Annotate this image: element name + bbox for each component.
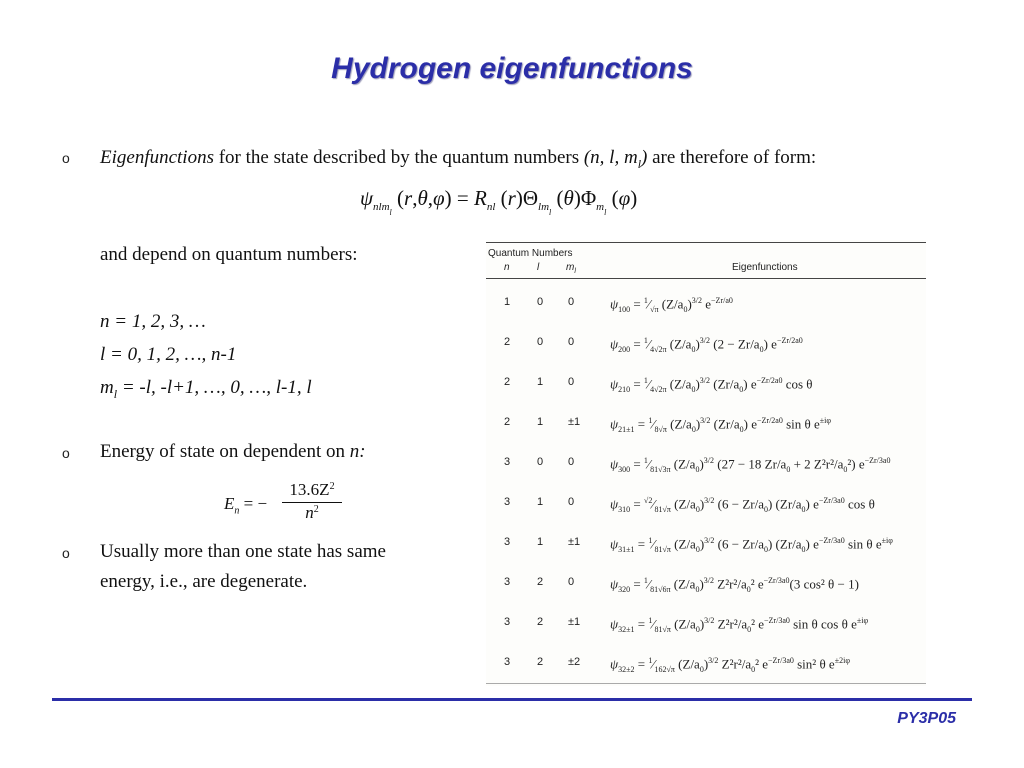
qn-open: (n, l, m: [583, 147, 638, 168]
eigenfunction-expression: $\psi_{320}$ = $^1⁄_{81√6\pi}$ $(Z/a_0)^{3/2}$ Z²r²/$a_0^2$ $e^{-Zr/3a0}(3$ cos² θ − 1): [610, 576, 859, 594]
cell-l: 0: [537, 336, 544, 348]
qn-sub: l: [637, 156, 642, 171]
header-rule: [486, 278, 926, 279]
main-formula: $\psi_{nlm_l}$ $(r,\theta,\varphi) = R_{nl}$ $(r)\Theta_{lm_l}$ $(\theta)\Phi_{m_l}$ (φ): [360, 186, 638, 217]
intro-mid: for the state described by the quantum numbers: [213, 147, 584, 168]
n-values: n = 1, 2, 3, …: [100, 311, 206, 332]
eigenfunction-expression: $\psi_{31\pm 1}$ = $^1⁄_{81√\pi}$ $(Z/a_0)^{3/2}$ $(6 - Zr/a_0)$ $(Zr/a_0)$ $e^{-Zr/3a0}$ sin θ $e^{\pm i\varphi}$: [610, 536, 893, 554]
cell-l: 2: [537, 576, 544, 588]
l-values: l = 0, 1, 2, …, n-1: [100, 344, 237, 365]
eigenfunction-expression: $\psi_{210}$ = $^1⁄_{4√2\pi}$ $(Z/a_0)^{3/2}$ $(Zr/a_0)$ $e^{-Zr/2a0}$ cos θ: [610, 376, 813, 394]
degenerate-line-1: Usually more than one state has same: [100, 541, 386, 562]
degenerate-line-2: energy, i.e., are degenerate.: [100, 571, 308, 592]
cell-n: 3: [504, 656, 511, 668]
cell-n: 3: [504, 576, 511, 588]
energy-text: Energy of state on dependent on n:: [100, 441, 366, 462]
slide-title: Hydrogen eigenfunctions: [331, 52, 693, 85]
col-header-eigen: Eigenfunctions: [732, 262, 798, 273]
ml-values: $m_l = -l$, -l+1, …, 0, …, l-1, l: [100, 377, 312, 401]
col-header-n: n: [504, 262, 510, 273]
intro-text: [100, 145, 980, 177]
cell-n: 2: [504, 376, 511, 388]
table-bottom-rule: [486, 683, 926, 684]
cell-l: 0: [537, 296, 544, 308]
eigenfunction-table: [486, 240, 926, 686]
eigenfunction-expression: $\psi_{300}$ = $^1⁄_{81√3\pi}$ $(Z/a_0)^{3/2}$ (27 − 18 $Zr/a_0 + 2$ Z²r²/$a_0^2$) $e^{-Zr/3a0}$: [610, 456, 891, 474]
col-header-l: l: [537, 262, 540, 273]
cell-l: 1: [537, 496, 544, 508]
cell-l: 1: [537, 536, 544, 548]
cell-n: 3: [504, 496, 511, 508]
eigenfunction-expression: $\psi_{21\pm 1}$ = $^1⁄_{8√\pi}$ $(Z/a_0)^{3/2}$ $(Zr/a_0)$ $e^{-Zr/2a0}$ sin θ $e^{\pm i\varphi}$: [610, 416, 831, 434]
cell-ml: 0: [568, 296, 575, 308]
cell-l: 1: [537, 376, 544, 388]
eigenfunction-expression: $\psi_{100}$ = $^1⁄_{√\pi}$ $(Z/a_0)^{3/2}$ $e^{-Zr/a0}$: [610, 296, 733, 314]
cell-ml: ±1: [568, 536, 581, 548]
qn-close: ): [641, 147, 648, 168]
eigenfunction-expression: $\psi_{310}$ = $^{√2}⁄_{81√\pi}$ $(Z/a_0)^{3/2}$ $(6 - Zr/a_0)$ $(Zr/a_0)$ $e^{-Zr/3a0}$ cos θ: [610, 496, 875, 514]
intro-end: are therefore of form:: [647, 147, 817, 168]
bullet-marker: o: [62, 445, 70, 461]
cell-ml: 0: [568, 336, 575, 348]
cell-l: 2: [537, 656, 544, 668]
cell-ml: ±2: [568, 656, 581, 668]
footer-rule: [52, 698, 972, 701]
cell-ml: ±1: [568, 616, 581, 628]
bullet-marker: o: [62, 150, 70, 166]
eigenfunction-expression: $\psi_{32\pm 2}$ = $^1⁄_{162√\pi}$ $(Z/a_0)^{3/2}$ Z²r²/$a_0^2$ $e^{-Zr/3a0}$ sin² θ $e^{\pm 2i\varphi}$: [610, 656, 850, 674]
energy-formula: $E_n$ = − $\frac{13.6Z^2}{n^2}$: [224, 480, 354, 536]
cell-ml: 0: [568, 456, 575, 468]
col-header-ml: $m_l$: [566, 262, 576, 275]
cell-n: 2: [504, 336, 511, 348]
cell-ml: 0: [568, 376, 575, 388]
cell-n: 3: [504, 536, 511, 548]
cell-ml: 0: [568, 496, 575, 508]
cell-ml: 0: [568, 576, 575, 588]
cell-l: 1: [537, 416, 544, 428]
cell-n: 1: [504, 296, 511, 308]
eigenfunction-expression: $\psi_{32\pm 1}$ = $^1⁄_{81√\pi}$ $(Z/a_0)^{3/2}$ Z²r²/$a_0^2$ $e^{-Zr/3a0}$ sin θ cos θ $e^{\pm i\varphi}$: [610, 616, 869, 634]
cell-n: 3: [504, 616, 511, 628]
table-top-rule: [486, 242, 926, 243]
cell-ml: ±1: [568, 416, 581, 428]
group-header: Quantum Numbers: [488, 248, 573, 259]
bullet-marker: o: [62, 545, 70, 561]
eigen-word: Eigenfunctions: [100, 147, 214, 168]
cell-n: 3: [504, 456, 511, 468]
cell-l: 2: [537, 616, 544, 628]
eigenfunction-expression: $\psi_{200}$ = $^1⁄_{4√2\pi}$ $(Z/a_0)^{3/2}$ $(2 - Zr/a_0)$ $e^{-Zr/2a0}$: [610, 336, 803, 354]
course-code: PY3P05: [897, 710, 956, 727]
depend-text: and depend on quantum numbers:: [100, 244, 358, 265]
cell-l: 0: [537, 456, 544, 468]
cell-n: 2: [504, 416, 511, 428]
